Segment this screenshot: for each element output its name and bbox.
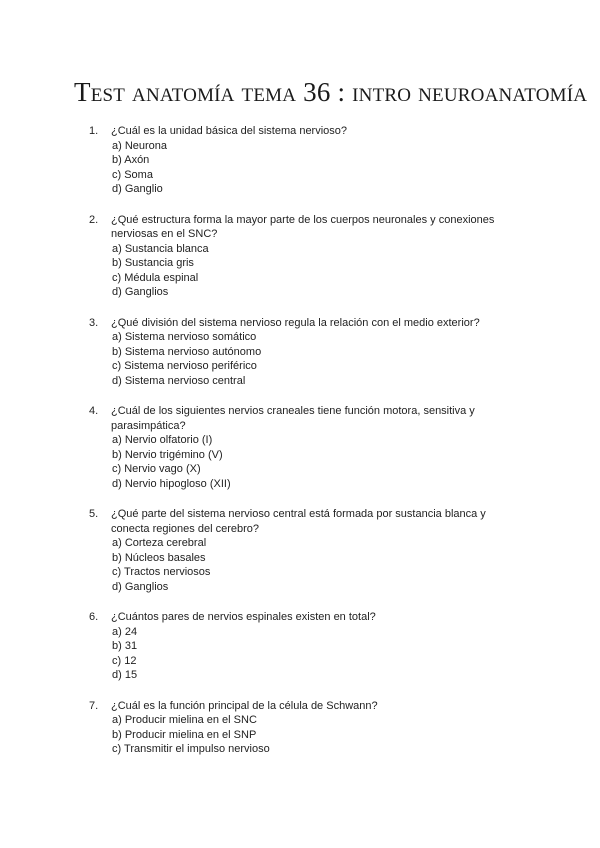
question-number: 1.	[89, 125, 99, 137]
question-text: ¿Qué estructura forma la mayor parte de los cuerpos neuronales y conexiones nerviosas en el SNC?	[111, 213, 495, 240]
option-item: b) Sistema nervioso autónomo	[112, 345, 262, 358]
question-text: ¿Cuál es la función principal de la célula de Schwann?	[111, 699, 378, 712]
option-item: b) Sustancia gris	[112, 257, 194, 269]
question-item	[0, 213, 600, 300]
option-item: a) 24	[112, 625, 138, 638]
option-item: c) Tractos nerviosos	[112, 566, 211, 578]
option-list	[0, 536, 600, 594]
option-item: d) Ganglios	[112, 286, 169, 298]
option-item: a) Sistema nervioso somático	[112, 331, 257, 343]
option-list	[0, 242, 600, 300]
question-item	[0, 507, 600, 594]
question-list	[0, 124, 600, 773]
question-text: ¿Cuál de los siguientes nervios craneales tiene función motora, sensitiva y parasimpática?	[111, 405, 475, 432]
option-list	[0, 433, 600, 491]
question-item	[0, 316, 600, 389]
option-item: c) Nervio vago (X)	[112, 463, 201, 475]
question-item	[0, 124, 600, 197]
option-list	[0, 330, 600, 388]
question-number: 4.	[89, 405, 99, 417]
option-item: a) Producir mielina en el SNC	[112, 714, 257, 726]
option-list	[0, 625, 600, 683]
question-item	[0, 404, 600, 491]
option-item: b) Producir mielina en el SNP	[112, 728, 257, 741]
option-item: a) Nervio olfatorio (I)	[112, 434, 213, 446]
question-item	[0, 610, 600, 683]
question-number: 3.	[89, 316, 99, 329]
option-item: c) 12	[112, 654, 137, 667]
option-item: c) Transmitir el impulso nervioso	[112, 743, 270, 755]
option-item: c) Médula espinal	[112, 271, 199, 284]
option-item: c) Sistema nervioso periférico	[112, 360, 257, 372]
question-number: 5.	[89, 508, 99, 520]
option-item: d) Ganglio	[112, 183, 163, 195]
option-item: d) Ganglios	[112, 580, 169, 593]
option-item: b) 31	[112, 640, 138, 652]
question-number: 6.	[89, 611, 99, 623]
page-title: Test anatomía tema 36 : intro neuroanatomía	[74, 77, 588, 107]
question-text: ¿Cuántos pares de nervios espinales existen en total?	[111, 611, 376, 623]
option-item: d) 15	[112, 669, 138, 681]
option-item: b) Núcleos basales	[112, 551, 206, 564]
question-text: ¿Cuál es la unidad básica del sistema nervioso?	[111, 125, 348, 137]
question-number: 2.	[89, 213, 99, 226]
question-item	[0, 699, 600, 757]
option-list	[0, 139, 600, 197]
option-item: a) Corteza cerebral	[112, 537, 207, 549]
option-list	[0, 713, 600, 757]
option-item: c) Soma	[112, 168, 153, 181]
question-text: ¿Qué parte del sistema nervioso central está formada por sustancia blanca y conecta regiones del cerebro?	[111, 508, 486, 535]
question-text: ¿Qué división del sistema nervioso regula la relación con el medio exterior?	[111, 316, 480, 329]
option-item: b) Axón	[112, 154, 150, 166]
option-item: b) Nervio trigémino (V)	[112, 448, 223, 461]
question-number: 7.	[89, 699, 99, 712]
option-item: a) Neurona	[112, 139, 168, 152]
option-item: a) Sustancia blanca	[112, 242, 209, 255]
option-item: d) Nervio hipogloso (XII)	[112, 477, 231, 490]
option-item: d) Sistema nervioso central	[112, 374, 246, 387]
